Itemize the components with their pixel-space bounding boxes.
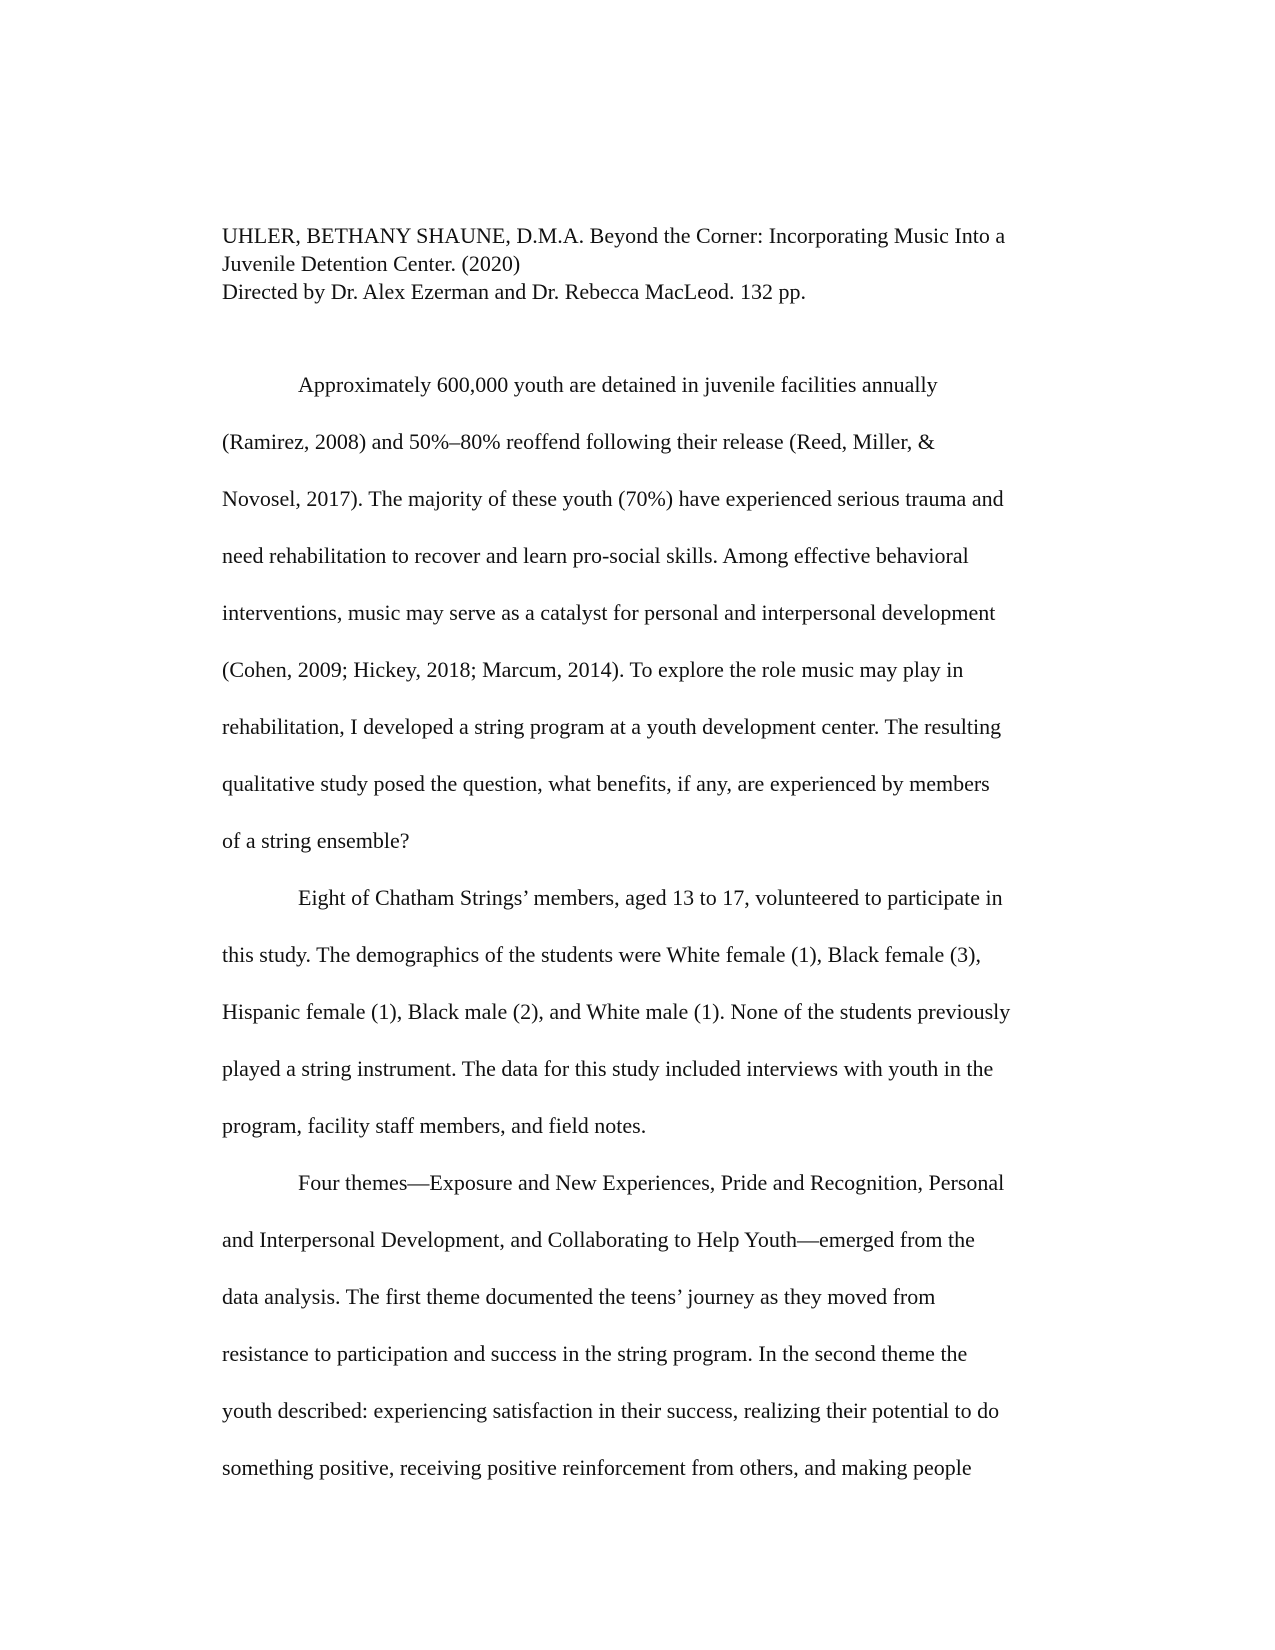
paragraph-2-line-1: Eight of Chatham Strings’ members, aged 13 to 17, volunteered to participate in (298, 885, 1003, 910)
paragraph-2-line-4: played a string instrument. The data for this study included interviews with youth in the (222, 1056, 994, 1081)
paragraph-3-line-6: something positive, receiving positive reinforcement from others, and making people (222, 1455, 972, 1480)
abstract-header (222, 222, 1122, 306)
paragraph-1-line-2: (Ramirez, 2008) and 50%–80% reoffend following their release (Reed, Miller, & (222, 429, 935, 454)
paragraph-1-line-3: Novosel, 2017). The majority of these youth (70%) have experienced serious trauma and (222, 486, 1004, 511)
paragraph-3-line-3: data analysis. The first theme documented the teens’ journey as they moved from (222, 1284, 936, 1309)
paragraph-2-line-3: Hispanic female (1), Black male (2), and White male (1). None of the students previously (222, 999, 1011, 1024)
header-line-directors: Directed by Dr. Alex Ezerman and Dr. Rebecca MacLeod. 132 pp. (222, 279, 807, 304)
paragraph-1-line-9: of a string ensemble? (222, 828, 410, 853)
paragraph-3-line-1: Four themes—Exposure and New Experiences, Pride and Recognition, Personal (298, 1170, 1005, 1195)
paragraph-2-line-2: this study. The demographics of the students were White female (1), Black female (3), (222, 942, 981, 967)
paragraph-1-line-8: qualitative study posed the question, what benefits, if any, are experienced by members (222, 771, 990, 796)
paragraph-1-line-1: Approximately 600,000 youth are detained in juvenile facilities annually (298, 372, 938, 397)
paragraph-2-line-5: program, facility staff members, and field notes. (222, 1113, 647, 1138)
paragraph-1-line-4: need rehabilitation to recover and learn pro-social skills. Among effective behavioral (222, 543, 969, 568)
paragraph-3-line-2: and Interpersonal Development, and Collaborating to Help Youth—emerged from the (222, 1227, 975, 1252)
header-line-title-cont: Juvenile Detention Center. (2020) (222, 251, 521, 276)
abstract-body (222, 356, 1122, 1496)
paragraph-1-line-6: (Cohen, 2009; Hickey, 2018; Marcum, 2014). To explore the role music may play in (222, 657, 964, 682)
header-line-title: UHLER, BETHANY SHAUNE, D.M.A. Beyond the Corner: Incorporating Music Into a (222, 223, 1006, 248)
paragraph-3-line-4: resistance to participation and success in the string program. In the second theme the (222, 1341, 968, 1366)
paragraph-1-line-7: rehabilitation, I developed a string program at a youth development center. The resulting (222, 714, 1002, 739)
paragraph-1-line-5: interventions, music may serve as a catalyst for personal and interpersonal development (222, 600, 996, 625)
paragraph-3-line-5: youth described: experiencing satisfaction in their success, realizing their potential to do (222, 1398, 1000, 1423)
